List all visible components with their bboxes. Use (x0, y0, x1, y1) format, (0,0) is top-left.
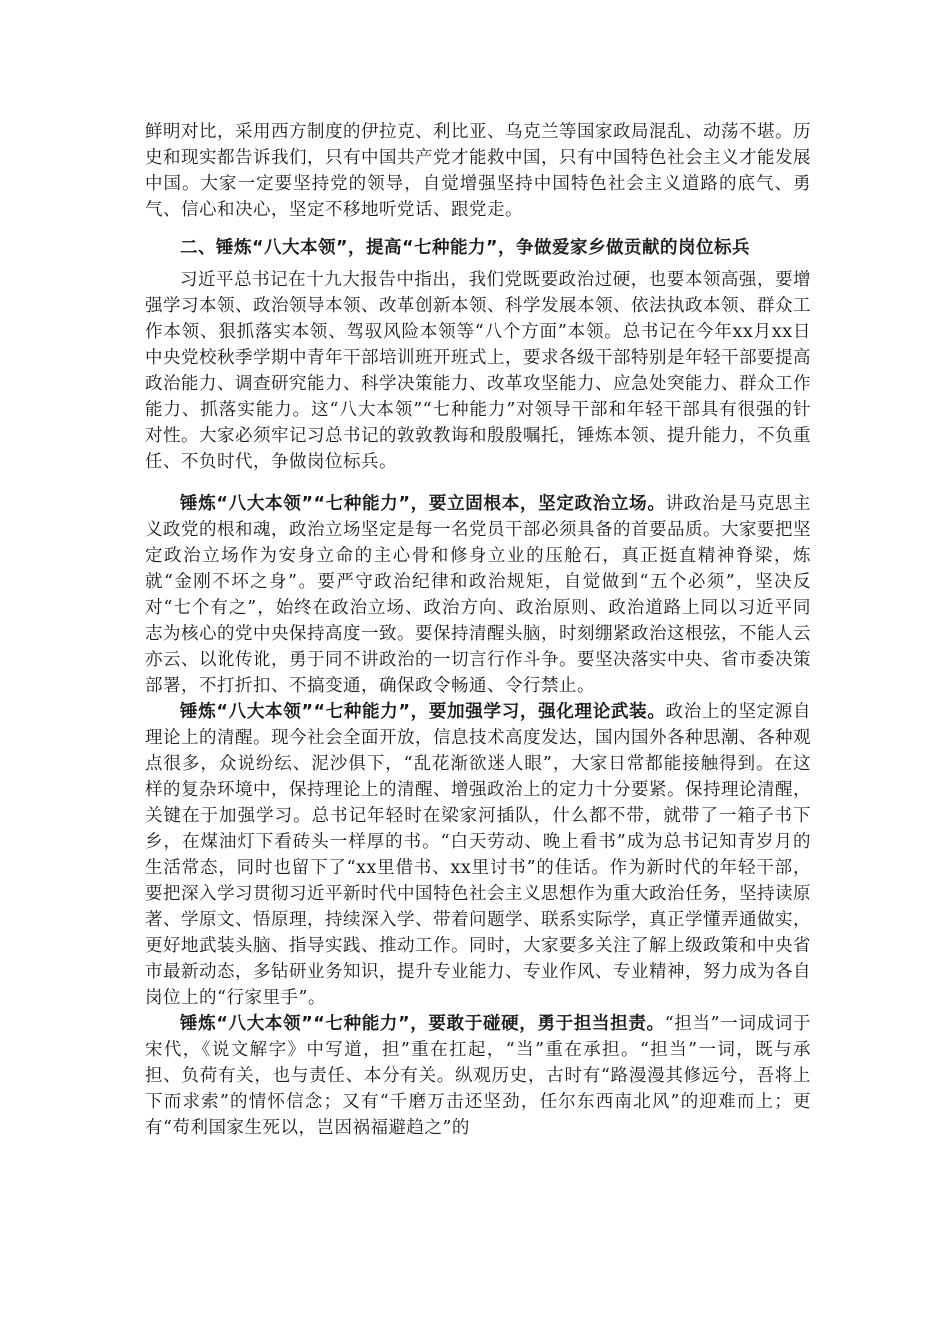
paragraph-study (145, 699, 811, 1011)
paragraph-political-stance (145, 491, 811, 699)
paragraph-lead: 锤炼“八大本领”“七种能力”，要加强学习，强化理论武装。 (180, 702, 666, 722)
paragraph-lead: 锤炼“八大本领”“七种能力”，要敢于碰硬，勇于担当担责。 (180, 1014, 665, 1034)
paragraph-lead: 锤炼“八大本领”“七种能力”，要立固根本，坚定政治立场。 (180, 494, 666, 514)
paragraph-intro: 鲜明对比，采用西方制度的伊拉克、利比亚、乌克兰等国家政局混乱、动荡不堪。历史和现实都告诉我们，只有中国共产党才能救中国，只有中国特色社会主义才能发展中国。大家一定要坚持党的领导，自觉增强坚持中国特色社会主义道路的底气、勇气、信心和决心，坚定不移地听党话、跟党走。 (145, 122, 811, 220)
paragraph-responsibility (145, 1011, 811, 1141)
paragraph-text: 政治上的坚定源自理论上的清醒。现今社会全面开放，信息技术高度发达，国内国外各种思潮、各种观点很多，众说纷纭、泥沙俱下，“乱花渐欲迷人眼”，大家日常都能接触得到。在这样的复杂环境中，保持理论上的清醒、增强政治上的定力十分要紧。保持理论清醒，关键在于加强学习。总书记年轻时在梁家河插队，什么都不带，就带了一箱子书下乡，在煤油灯下看砖头一样厚的书。“白天劳动、晚上看书”成为总书记知青岁月的生活常态，同时也留下了“xx里借书、xx里讨书”的佳话。作为新时代的年轻干部，要把深入学习贯彻习近平新时代中国特色社会主义思想作为重大政治任务，坚持读原著、学原文、悟原理，持续深入学、带着问题学、联系实际学，真正学懂弄通做实，更好地武装头脑、指导实践、推动工作。同时，大家要多关注了解上级政策和中央省市最新动态，多钻研业务知识，提升专业能力、专业作风、专业精神，努力成为各自岗位上的“行家里手”。 (145, 702, 812, 1008)
paragraph-text: 讲政治是马克思主义政党的根和魂，政治立场坚定是每一名党员干部必须具备的首要品质。大家要把坚定政治立场作为安身立命的主心骨和修身立业的压舱石，真正挺直精神脊梁，炼就“金刚不坏之身”。要严守政治纪律和政治规矩，自觉做到“五个必须”，坚决反对“七个有之”，始终在政治立场、政治方向、政治原则、政治道路上同以习近平同志为核心的党中央保持高度一致。要保持清醒头脑，时刻绷紧政治这根弦，不能人云亦云、以讹传讹，勇于同不讲政治的一切言行作斗争。要坚决落实中央、省市委决策部署，不打折扣、不搞变通，确保政令畅通、令行禁止。 (145, 494, 812, 696)
document-page (145, 119, 811, 1141)
paragraph-text: “担当”一词成词于宋代，《说文解字》中写道，担”重在扛起，“当”重在承担。“担当”一词，既与承担、负荷有关，也与责任、本分有关。纵观历史，古时有“路漫漫其修远兮，吾将上下而求索”的情怀信念；又有“千磨万击还坚劲，任尔东西南北风”的迎难而上；更有“苟利国家生死以，岂因祸福避趋之”的 (145, 1014, 811, 1138)
paragraph-body: 习近平总书记在十九大报告中指出，我们党既要政治过硬，也要本领高强，要增强学习本领、政治领导本领、改革创新本领、科学发展本领、依法执政本领、群众工作本领、狠抓落实本领、驾驭风险本领等“八个方面”本领。总书记在今年xx月xx日中央党校秋季学期中青年干部培训班开班式上，要求各级干部特别是年轻干部要提高政治能力、调查研究能力、科学决策能力、改革攻坚能力、应急处突能力、群众工作能力、抓落实能力。这“八大本领”“七种能力”对领导干部和年轻干部具有很强的针对性。大家必须牢记习总书记的敦敦教诲和殷殷嘱托，锤炼本领、提升能力，不负重任、不负时代，争做岗位标兵。 (145, 270, 811, 472)
section-heading: 二、锤炼“八大本领”，提高“七种能力”，争做爱家乡做贡献的岗位标兵 (180, 238, 751, 258)
